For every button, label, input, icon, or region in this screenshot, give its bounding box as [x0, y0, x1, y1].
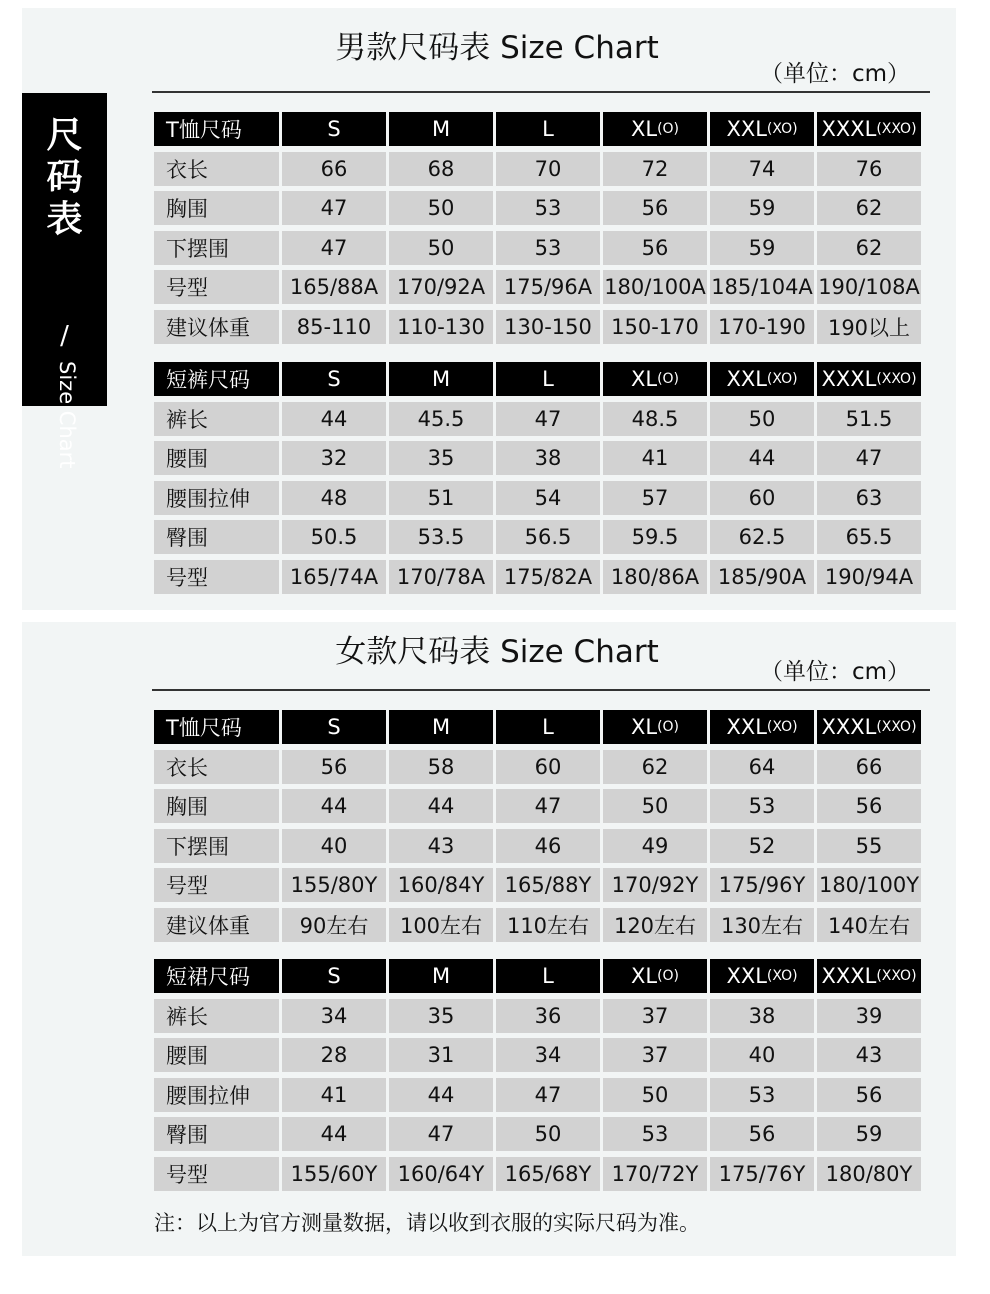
- table-row: [154, 520, 930, 554]
- header-size-cell: [603, 959, 707, 993]
- table-row: [154, 191, 930, 225]
- value-cell: 53: [710, 789, 814, 823]
- row-label-cell: 建议体重: [154, 908, 279, 942]
- value-cell: 120左右: [603, 908, 707, 942]
- value-cell: 90左右: [282, 908, 386, 942]
- row-label-cell: 号型: [154, 560, 279, 594]
- header-category-cell: [154, 112, 279, 146]
- value-cell: 40: [710, 1038, 814, 1072]
- value-cell: 48.5: [603, 402, 707, 436]
- header-size-cell: [389, 710, 493, 744]
- value-cell: 47: [496, 1078, 600, 1112]
- size-label: XXL: [726, 964, 767, 988]
- table-row: [154, 750, 930, 784]
- row-label-cell: 胸围: [154, 191, 279, 225]
- value-cell: 170/92A: [389, 270, 493, 304]
- value-cell: 45.5: [389, 402, 493, 436]
- size-label: 短裙尺码: [166, 965, 250, 989]
- size-label: S: [327, 367, 341, 391]
- size-label: XXL: [726, 715, 767, 739]
- value-cell: 130左右: [710, 908, 814, 942]
- value-cell: 48: [282, 481, 386, 515]
- value-cell: 64: [710, 750, 814, 784]
- size-code: (O): [657, 968, 680, 984]
- value-cell: 50: [710, 402, 814, 436]
- size-label: XXXL: [821, 367, 877, 391]
- value-cell: 180/100A: [603, 270, 707, 304]
- value-cell: 50: [496, 1117, 600, 1151]
- size-label: XXXL: [821, 964, 877, 988]
- side-tab-slash: /: [60, 321, 69, 351]
- value-cell: 59: [817, 1117, 921, 1151]
- value-cell: 43: [817, 1038, 921, 1072]
- value-cell: 56: [817, 1078, 921, 1112]
- header-size-cell: [496, 959, 600, 993]
- table-row: [154, 999, 930, 1033]
- size-label: XXL: [726, 117, 767, 141]
- size-label: M: [431, 715, 451, 739]
- value-cell: 66: [817, 750, 921, 784]
- value-cell: 140左右: [817, 908, 921, 942]
- value-cell: 53: [496, 191, 600, 225]
- value-cell: 39: [817, 999, 921, 1033]
- header-size-cell: [603, 362, 707, 396]
- row-label-cell: 腰围: [154, 1038, 279, 1072]
- header-category-cell: [154, 710, 279, 744]
- size-label: T恤尺码: [166, 118, 242, 142]
- value-cell: 50.5: [282, 520, 386, 554]
- value-cell: 46: [496, 829, 600, 863]
- value-cell: 110-130: [389, 310, 493, 344]
- men-shorts-table: [154, 362, 930, 600]
- value-cell: 59: [710, 191, 814, 225]
- value-cell: 56: [710, 1117, 814, 1151]
- value-cell: 47: [282, 231, 386, 265]
- value-cell: 47: [389, 1117, 493, 1151]
- value-cell: 68: [389, 152, 493, 186]
- table-row: [154, 1038, 930, 1072]
- value-cell: 175/96A: [496, 270, 600, 304]
- size-label: XXXL: [821, 715, 877, 739]
- header-size-cell: [496, 112, 600, 146]
- header-size-cell: [817, 959, 921, 993]
- value-cell: 170/72Y: [603, 1157, 707, 1191]
- size-label: T恤尺码: [166, 716, 242, 740]
- row-label-cell: 腰围拉伸: [154, 1078, 279, 1112]
- row-label-cell: 裤长: [154, 999, 279, 1033]
- row-label-cell: 下摆围: [154, 829, 279, 863]
- value-cell: 38: [710, 999, 814, 1033]
- value-cell: 170/78A: [389, 560, 493, 594]
- side-tab-title-cn: 尺码表: [46, 115, 83, 240]
- value-cell: 51: [389, 481, 493, 515]
- value-cell: 190以上: [817, 310, 921, 344]
- value-cell: 155/80Y: [282, 868, 386, 902]
- header-size-cell: [603, 112, 707, 146]
- size-code: (XO): [766, 121, 798, 137]
- header-category-cell: [154, 959, 279, 993]
- value-cell: 57: [603, 481, 707, 515]
- size-code: (XXO): [876, 371, 917, 387]
- size-label: L: [542, 964, 554, 988]
- value-cell: 150-170: [603, 310, 707, 344]
- table-row: [154, 481, 930, 515]
- table-row: [154, 829, 930, 863]
- header-row: [154, 710, 930, 744]
- header-size-cell: [389, 362, 493, 396]
- value-cell: 85-110: [282, 310, 386, 344]
- header-size-cell: [817, 362, 921, 396]
- size-code: (XXO): [876, 719, 917, 735]
- size-label: M: [431, 367, 451, 391]
- row-label-cell: 衣长: [154, 152, 279, 186]
- value-cell: 41: [603, 441, 707, 475]
- header-size-cell: [710, 362, 814, 396]
- value-cell: 35: [389, 999, 493, 1033]
- table-row: [154, 908, 930, 942]
- row-label-cell: 号型: [154, 868, 279, 902]
- value-cell: 53.5: [389, 520, 493, 554]
- value-cell: 180/86A: [603, 560, 707, 594]
- value-cell: 50: [389, 191, 493, 225]
- value-cell: 36: [496, 999, 600, 1033]
- women-unit: （单位：cm）: [760, 659, 911, 685]
- table-row: [154, 1078, 930, 1112]
- value-cell: 50: [603, 1078, 707, 1112]
- row-label-cell: 衣长: [154, 750, 279, 784]
- value-cell: 160/64Y: [389, 1157, 493, 1191]
- header-row: [154, 362, 930, 396]
- header-size-cell: [817, 112, 921, 146]
- value-cell: 62: [817, 231, 921, 265]
- size-code: (XO): [766, 968, 798, 984]
- value-cell: 175/82A: [496, 560, 600, 594]
- value-cell: 70: [496, 152, 600, 186]
- men-divider: [152, 91, 930, 93]
- header-row: [154, 959, 930, 993]
- table-row: [154, 560, 930, 594]
- value-cell: 60: [496, 750, 600, 784]
- value-cell: 28: [282, 1038, 386, 1072]
- row-label-cell: 腰围拉伸: [154, 481, 279, 515]
- value-cell: 40: [282, 829, 386, 863]
- value-cell: 62: [603, 750, 707, 784]
- value-cell: 180/100Y: [817, 868, 921, 902]
- table-row: [154, 868, 930, 902]
- header-size-cell: [710, 710, 814, 744]
- value-cell: 60: [710, 481, 814, 515]
- value-cell: 100左右: [389, 908, 493, 942]
- value-cell: 175/76Y: [710, 1157, 814, 1191]
- header-size-cell: [496, 362, 600, 396]
- value-cell: 72: [603, 152, 707, 186]
- men-unit: （单位：cm）: [760, 61, 911, 87]
- size-code: (XXO): [876, 121, 917, 137]
- value-cell: 190/94A: [817, 560, 921, 594]
- row-label-cell: 胸围: [154, 789, 279, 823]
- value-cell: 51.5: [817, 402, 921, 436]
- value-cell: 165/88A: [282, 270, 386, 304]
- row-label-cell: 腰围: [154, 441, 279, 475]
- value-cell: 165/68Y: [496, 1157, 600, 1191]
- value-cell: 56.5: [496, 520, 600, 554]
- side-tab-title-en: Size Chart: [55, 361, 79, 469]
- value-cell: 50: [389, 231, 493, 265]
- size-label: M: [431, 117, 451, 141]
- value-cell: 47: [496, 789, 600, 823]
- value-cell: 185/90A: [710, 560, 814, 594]
- table-row: [154, 1117, 930, 1151]
- value-cell: 170-190: [710, 310, 814, 344]
- value-cell: 53: [496, 231, 600, 265]
- value-cell: 55: [817, 829, 921, 863]
- value-cell: 35: [389, 441, 493, 475]
- value-cell: 62.5: [710, 520, 814, 554]
- value-cell: 37: [603, 1038, 707, 1072]
- value-cell: 52: [710, 829, 814, 863]
- women-title: 女款尺码表 Size Chart: [335, 634, 659, 670]
- size-code: (O): [657, 121, 680, 137]
- size-label: XL: [630, 367, 658, 391]
- row-label-cell: 号型: [154, 1157, 279, 1191]
- row-label-cell: 臀围: [154, 520, 279, 554]
- table-row: [154, 231, 930, 265]
- value-cell: 37: [603, 999, 707, 1033]
- value-cell: 50: [603, 789, 707, 823]
- value-cell: 31: [389, 1038, 493, 1072]
- value-cell: 47: [282, 191, 386, 225]
- header-size-cell: [282, 959, 386, 993]
- value-cell: 74: [710, 152, 814, 186]
- table-row: [154, 270, 930, 304]
- header-size-cell: [282, 710, 386, 744]
- footnote: 注：以上为官方测量数据，请以收到衣服的实际尺码为准。: [154, 1211, 700, 1235]
- size-label: XL: [630, 117, 658, 141]
- value-cell: 62: [817, 191, 921, 225]
- row-label-cell: 裤长: [154, 402, 279, 436]
- value-cell: 58: [389, 750, 493, 784]
- value-cell: 44: [389, 1078, 493, 1112]
- row-label-cell: 建议体重: [154, 310, 279, 344]
- value-cell: 76: [817, 152, 921, 186]
- size-label: XL: [630, 715, 658, 739]
- value-cell: 165/88Y: [496, 868, 600, 902]
- value-cell: 66: [282, 152, 386, 186]
- value-cell: 65.5: [817, 520, 921, 554]
- women-tshirt-table: [154, 710, 930, 948]
- size-code: (O): [657, 719, 680, 735]
- value-cell: 59: [710, 231, 814, 265]
- value-cell: 49: [603, 829, 707, 863]
- value-cell: 44: [282, 402, 386, 436]
- row-label-cell: 臀围: [154, 1117, 279, 1151]
- size-label: S: [327, 964, 341, 988]
- header-size-cell: [389, 959, 493, 993]
- size-label: 短裤尺码: [166, 368, 250, 392]
- size-label: M: [431, 964, 451, 988]
- size-label: XXXL: [821, 117, 877, 141]
- men-tshirt-table: [154, 112, 930, 350]
- value-cell: 165/74A: [282, 560, 386, 594]
- size-code: (XO): [766, 719, 798, 735]
- header-category-cell: [154, 362, 279, 396]
- value-cell: 180/80Y: [817, 1157, 921, 1191]
- table-row: [154, 152, 930, 186]
- size-code: (XO): [766, 371, 798, 387]
- value-cell: 56: [603, 231, 707, 265]
- value-cell: 175/96Y: [710, 868, 814, 902]
- value-cell: 130-150: [496, 310, 600, 344]
- value-cell: 56: [603, 191, 707, 225]
- value-cell: 110左右: [496, 908, 600, 942]
- value-cell: 43: [389, 829, 493, 863]
- value-cell: 44: [282, 1117, 386, 1151]
- value-cell: 170/92Y: [603, 868, 707, 902]
- header-size-cell: [817, 710, 921, 744]
- header-size-cell: [496, 710, 600, 744]
- table-row: [154, 789, 930, 823]
- value-cell: 34: [496, 1038, 600, 1072]
- header-size-cell: [710, 112, 814, 146]
- header-size-cell: [282, 362, 386, 396]
- value-cell: 44: [389, 789, 493, 823]
- value-cell: 56: [817, 789, 921, 823]
- row-label-cell: 号型: [154, 270, 279, 304]
- size-label: L: [542, 367, 554, 391]
- value-cell: 56: [282, 750, 386, 784]
- size-label: XXL: [726, 367, 767, 391]
- size-code: (XXO): [876, 968, 917, 984]
- value-cell: 54: [496, 481, 600, 515]
- header-size-cell: [710, 959, 814, 993]
- value-cell: 155/60Y: [282, 1157, 386, 1191]
- value-cell: 185/104A: [710, 270, 814, 304]
- table-row: [154, 402, 930, 436]
- value-cell: 53: [603, 1117, 707, 1151]
- value-cell: 41: [282, 1078, 386, 1112]
- header-row: [154, 112, 930, 146]
- men-title: 男款尺码表 Size Chart: [335, 30, 659, 66]
- header-size-cell: [389, 112, 493, 146]
- value-cell: 53: [710, 1078, 814, 1112]
- row-label-cell: 下摆围: [154, 231, 279, 265]
- value-cell: 44: [710, 441, 814, 475]
- women-divider: [152, 689, 930, 691]
- value-cell: 63: [817, 481, 921, 515]
- size-label: XL: [630, 964, 658, 988]
- header-size-cell: [282, 112, 386, 146]
- value-cell: 38: [496, 441, 600, 475]
- table-row: [154, 1157, 930, 1191]
- table-row: [154, 310, 930, 344]
- header-size-cell: [603, 710, 707, 744]
- size-label: S: [327, 117, 341, 141]
- women-skirt-table: [154, 959, 930, 1197]
- size-code: (O): [657, 371, 680, 387]
- value-cell: 44: [282, 789, 386, 823]
- value-cell: 160/84Y: [389, 868, 493, 902]
- value-cell: 47: [817, 441, 921, 475]
- side-tab: [22, 93, 107, 469]
- value-cell: 190/108A: [817, 270, 921, 304]
- size-label: L: [542, 117, 554, 141]
- value-cell: 34: [282, 999, 386, 1033]
- value-cell: 47: [496, 402, 600, 436]
- size-label: S: [327, 715, 341, 739]
- table-row: [154, 441, 930, 475]
- value-cell: 59.5: [603, 520, 707, 554]
- size-label: L: [542, 715, 554, 739]
- value-cell: 32: [282, 441, 386, 475]
